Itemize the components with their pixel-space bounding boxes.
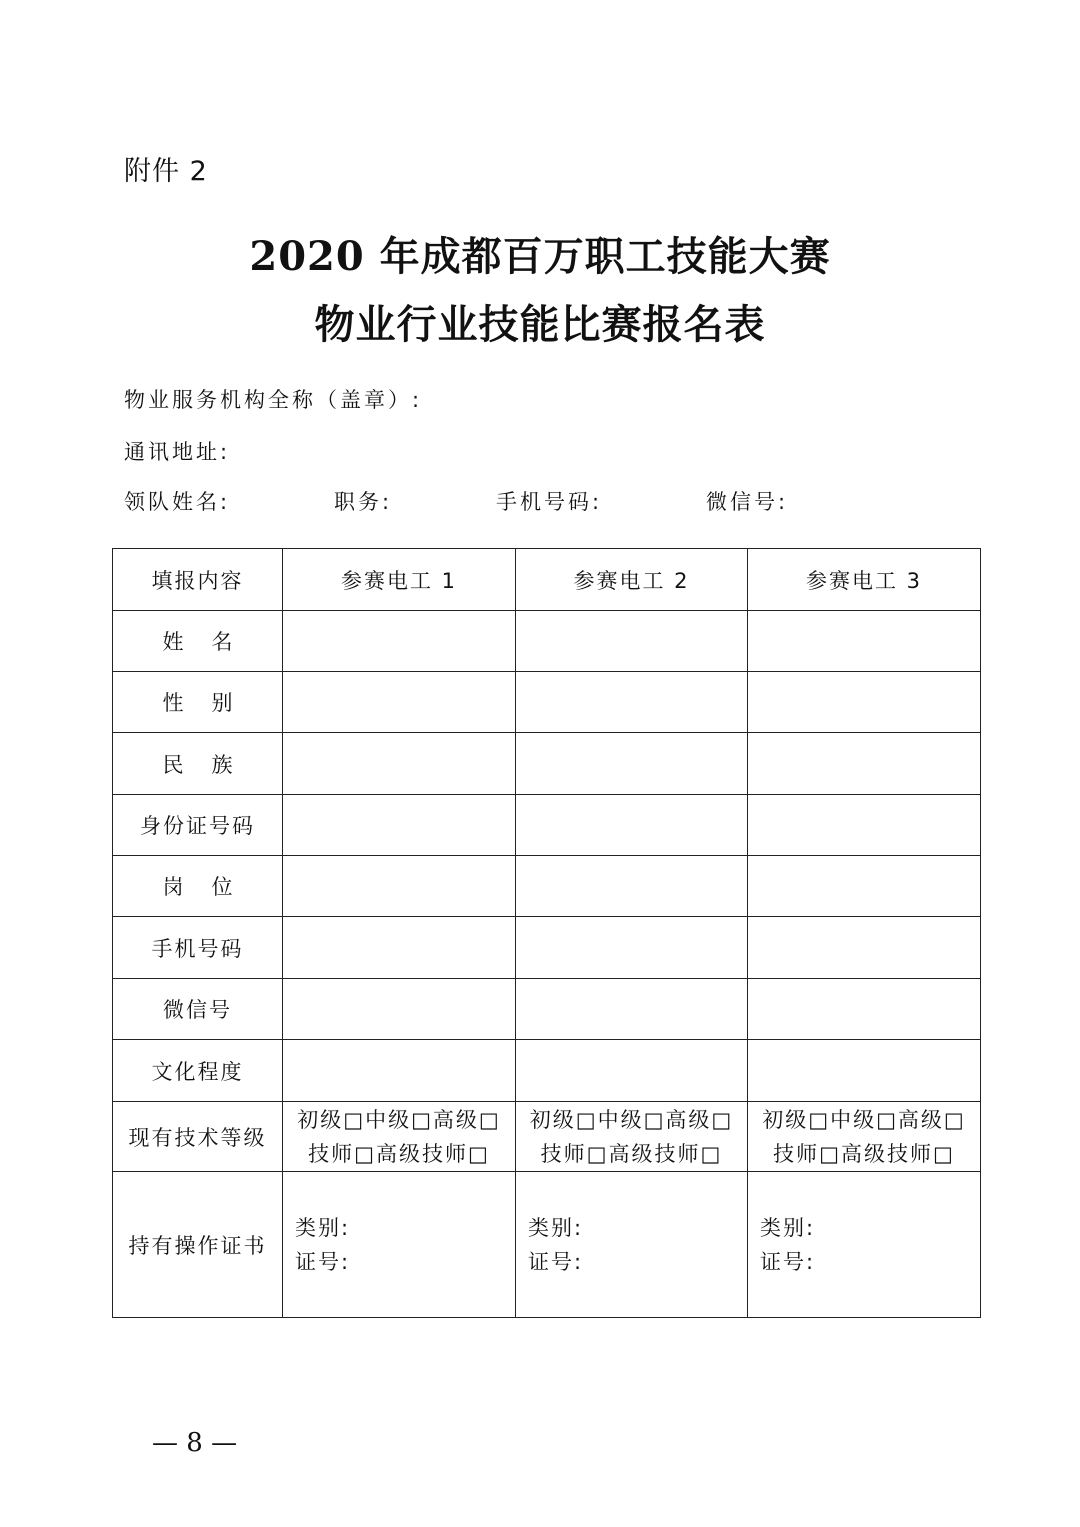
row-label-ethnicity: 民族: [113, 733, 283, 795]
table-row: [113, 1040, 981, 1102]
header-electrician-3: 参赛电工 3: [748, 549, 981, 611]
row-label-id-number: 身份证号码: [113, 795, 283, 856]
id-number-cell-2[interactable]: [516, 795, 748, 856]
tech-level-cell-2[interactable]: [516, 1102, 748, 1172]
name-cell-3[interactable]: [748, 611, 981, 672]
cert-category-label: 类别:: [528, 1215, 584, 1240]
table-row: [113, 979, 981, 1040]
name-cell-2[interactable]: [516, 611, 748, 672]
header-content: 填报内容: [113, 549, 283, 611]
row-label-mobile: 手机号码: [113, 917, 283, 979]
ethnicity-cell-1[interactable]: [283, 733, 516, 795]
education-cell-3[interactable]: [748, 1040, 981, 1102]
form-title-line2: 物业行业技能比赛报名表: [314, 301, 766, 348]
row-label-gender: 性别: [113, 672, 283, 733]
header-electrician-1: 参赛电工 1: [283, 549, 516, 611]
page-number: — 8 —: [152, 1428, 238, 1458]
level-options-line1: 初级□中级□高级□: [762, 1107, 966, 1132]
level-options-line1: 初级□中级□高级□: [297, 1107, 501, 1132]
attachment-label: 附件 2: [124, 156, 208, 187]
row-label-wechat: 微信号: [113, 979, 283, 1040]
position-field: 职务:: [334, 490, 393, 514]
mobile-cell-3[interactable]: [748, 917, 981, 979]
row-label-tech-level: 现有技术等级: [113, 1102, 283, 1172]
table-row: [113, 611, 981, 672]
level-options-line1: 初级□中级□高级□: [529, 1107, 734, 1132]
table-row: [113, 917, 981, 979]
row-label-education: 文化程度: [113, 1040, 283, 1102]
level-options-line2: 技师□高级技师□: [540, 1141, 723, 1166]
level-options-line2: 技师□高级技师□: [773, 1141, 955, 1166]
table-row: [113, 795, 981, 856]
cert-category-label: 类别:: [295, 1215, 351, 1240]
phone-field: 手机号码:: [496, 490, 603, 514]
ethnicity-cell-2[interactable]: [516, 733, 748, 795]
registration-table: [112, 548, 981, 1318]
leader-name-field: 领队姓名:: [124, 490, 231, 514]
wechat-cell-2[interactable]: [516, 979, 748, 1040]
certificate-cell-2[interactable]: [516, 1172, 748, 1318]
tech-level-cell-3[interactable]: [748, 1102, 981, 1172]
wechat-cell-3[interactable]: [748, 979, 981, 1040]
post-cell-1[interactable]: [283, 856, 516, 917]
cert-number-label: 证号:: [295, 1249, 351, 1274]
level-options-line2: 技师□高级技师□: [308, 1141, 490, 1166]
tech-level-cell-1[interactable]: [283, 1102, 516, 1172]
education-cell-2[interactable]: [516, 1040, 748, 1102]
post-cell-3[interactable]: [748, 856, 981, 917]
row-label-name: 姓名: [113, 611, 283, 672]
wechat-field: 微信号:: [706, 490, 789, 514]
education-cell-1[interactable]: [283, 1040, 516, 1102]
cert-number-label: 证号:: [528, 1249, 584, 1274]
table-row: [113, 672, 981, 733]
header-electrician-2: 参赛电工 2: [516, 549, 748, 611]
wechat-cell-1[interactable]: [283, 979, 516, 1040]
post-cell-2[interactable]: [516, 856, 748, 917]
ethnicity-cell-3[interactable]: [748, 733, 981, 795]
table-row: [113, 1172, 981, 1318]
table-header-row: [113, 549, 981, 611]
mobile-cell-2[interactable]: [516, 917, 748, 979]
gender-cell-3[interactable]: [748, 672, 981, 733]
table-row: [113, 856, 981, 917]
row-label-post: 岗位: [113, 856, 283, 917]
gender-cell-2[interactable]: [516, 672, 748, 733]
table-row: [113, 1102, 981, 1172]
table-row: [113, 733, 981, 795]
org-name-field: 物业服务机构全称（盖章）:: [124, 388, 423, 412]
id-number-cell-1[interactable]: [283, 795, 516, 856]
form-title-line1: 2020 年成都百万职工技能大赛: [249, 233, 831, 280]
cert-number-label: 证号:: [760, 1249, 816, 1274]
address-field: 通讯地址:: [124, 440, 231, 464]
certificate-cell-1[interactable]: [283, 1172, 516, 1318]
mobile-cell-1[interactable]: [283, 917, 516, 979]
name-cell-1[interactable]: [283, 611, 516, 672]
gender-cell-1[interactable]: [283, 672, 516, 733]
cert-category-label: 类别:: [760, 1215, 816, 1240]
certificate-cell-3[interactable]: [748, 1172, 981, 1318]
id-number-cell-3[interactable]: [748, 795, 981, 856]
row-label-certificate: 持有操作证书: [113, 1172, 283, 1318]
